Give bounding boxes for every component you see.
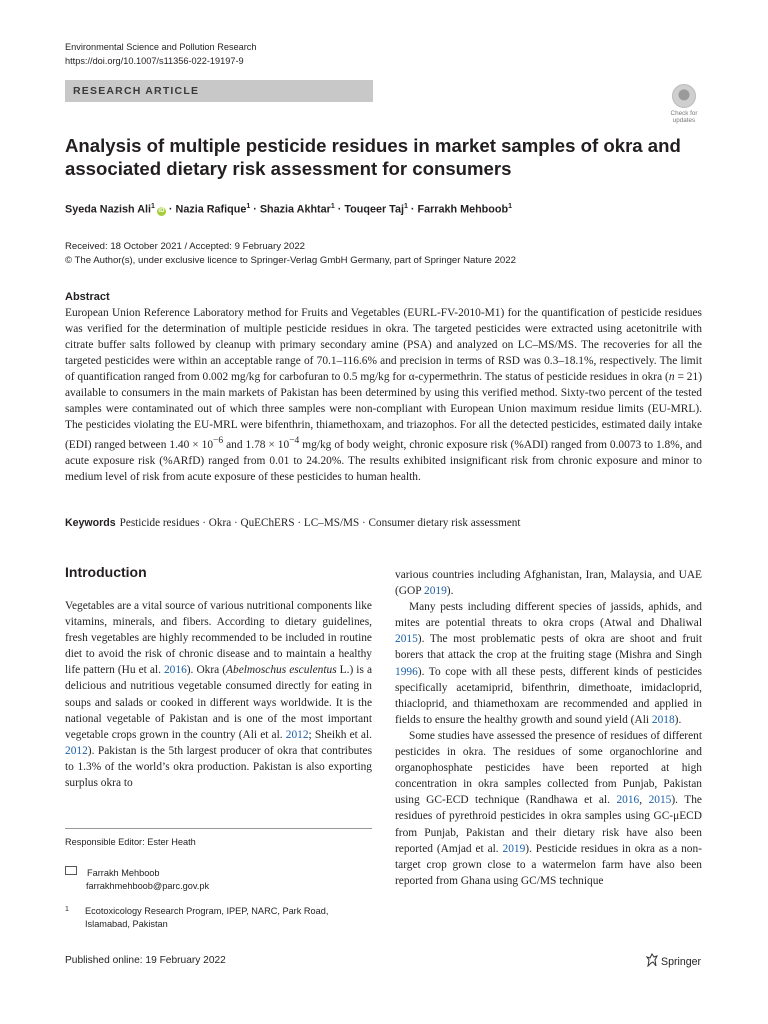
orcid-icon[interactable]: iD [158, 207, 165, 214]
author-affiliation: 1 [246, 203, 251, 210]
check-for-updates-button[interactable] [664, 84, 704, 124]
citation-link[interactable]: 2015 [395, 633, 418, 646]
right-column [395, 567, 702, 889]
article-type-banner: RESEARCH ARTICLE [65, 80, 373, 102]
author-name[interactable]: Touqeer Taj [344, 203, 404, 216]
springer-horse-icon [646, 953, 658, 967]
publisher-name: Springer [661, 956, 702, 968]
abstract-exponent: −6 [213, 436, 224, 447]
left-column [65, 598, 372, 791]
paragraph [65, 598, 372, 791]
journal-name: Environmental Science and Pollution Research [65, 42, 257, 52]
author-affiliation: 1 [403, 203, 408, 210]
text: Many pests including different species of jassids, aphids, and mites are potential threats to okra crops (Atwal and Dhaliwal [395, 601, 702, 630]
abstract-text [65, 305, 702, 485]
affiliation [65, 904, 328, 930]
citation-link[interactable]: 2019 [424, 585, 447, 598]
text: Vegetables are a vital source of various nutritional components like vitamins, minerals, and fibers. According to dietary guidelines, fresh vegetables are highly recommended to be included in routine diet to avoid the risk of chronic disease and to maintain a healthy life pattern (Hu et al. [65, 600, 372, 677]
paragraph [395, 728, 702, 889]
article-dates [65, 240, 516, 268]
author-name[interactable]: Syeda Nazish Ali [65, 203, 152, 216]
publisher-logo [646, 953, 701, 968]
text: L.) is a delicious and nutritious vegetable consumed directly for eating in soups and salads or cooked in different ways worldwide. It is the national vegetable of Pakistan and is one of the most important vegetable crops grown in the country (Ali et al. [65, 664, 372, 741]
citation-link[interactable]: 2019 [502, 842, 526, 855]
published-date: Published online: 19 February 2022 [65, 955, 226, 966]
author-list: Syeda Nazish Ali$^1$iD · Nazia Rafique$^1$ · Shazia Akhtar$^1$ · Touqeer Taj$^1$ · Farrakh Mehboob$^1$ [65, 203, 512, 216]
text: ). The residues of pyrethroid pesticides in okra samples using GC-μECD from Punjab, Pakistan and their dietary risk have also been reported (Amjad et al. [395, 794, 702, 855]
text: ). Pakistan is the 5th largest producer of okra that contributes to 1.3% of the world’s okra production. Pakistan is also exporting surplus okra to [65, 744, 372, 790]
affiliation-line: Ecotoxicology Research Program, IPEP, NARC, Park Road, [85, 906, 329, 916]
author-name[interactable]: Shazia Akhtar [259, 203, 331, 216]
article-title: Analysis of multiple pesticide residues in market samples of okra and associated dietary risk assessment for consumers [65, 135, 681, 179]
paragraph [395, 599, 702, 728]
author-name[interactable]: Farrakh Mehboob [417, 203, 509, 216]
citation-link[interactable]: 1996 [395, 665, 418, 678]
check-updates-label: Check for updates [670, 110, 698, 124]
abstract-variable: n [668, 371, 675, 384]
text: ). To cope with all these pests, different kinds of pesticides specifically acetamiprid, bifenthrin, dimethoate, imidacloprid, thiacloprid, and thiamethoxam are recommended and applied in fields to ensure the healthy growth and sound yield (Ali [395, 665, 702, 726]
text: ). [674, 713, 682, 726]
abstract-heading: Abstract [65, 291, 110, 303]
citation-link[interactable]: 2012 [285, 728, 309, 741]
author-affiliation: 1 [151, 203, 155, 210]
corresponding-author [65, 866, 209, 892]
contact-email[interactable]: farrakhmehboob@parc.gov.pk [86, 880, 210, 891]
citation-link[interactable]: 2018 [651, 713, 675, 726]
abstract-segment: = 21) available to consumers in the main markets of Pakistan has been determined by using this verified method. Sixty-two percent of the tested samples were contaminated out of which three samples were non-compliant with European Union maximum residue limits (EU-MRL). The pesticides violating the EU-MRL were bifenthrin, thiamethoxam, and triazophos. For all the detected pesticides, estimated daily intake (EDI) ranged between 1.40 × 10 [65, 371, 702, 452]
abstract-segment: mg/kg of body weight, chronic exposure risk (%ADI) ranged from 0.0073 to 1.8%, and acute exposure risk (%ARfD) ranged from 0.01 to 24.20%. The results exhibited insignificant risk from chronic exposure and minor to medium level of risk from acute exposure of these pesticides to human health. [65, 439, 702, 484]
doi-link[interactable]: https://doi.org/10.1007/s11356-022-19197-9 [65, 56, 244, 66]
citation-link[interactable]: 2012 [65, 744, 88, 757]
copyright: © The Author(s), under exclusive licence to Springer-Verlag GmbH Germany, part of Springer Nature 2022 [65, 255, 516, 266]
keywords-list: Pesticide residues · Okra · QuEChERS · LC–MS/MS · Consumer dietary risk assessment [119, 517, 521, 529]
footnote-divider [65, 828, 372, 829]
keywords-heading: Keywords [65, 517, 116, 529]
envelope-icon [65, 866, 77, 875]
author-affiliation: 1 [330, 203, 335, 210]
citation-link[interactable]: 2016 [616, 794, 640, 807]
text: , [639, 794, 649, 807]
citation-link[interactable]: 2016 [163, 664, 187, 677]
author-name[interactable]: Nazia Rafique [175, 203, 247, 216]
affiliation-number: 1 [65, 906, 69, 913]
text: ; Sheikh et al. [308, 728, 372, 741]
author-affiliation: 1 [508, 203, 512, 210]
text: ). [446, 585, 454, 598]
text: ). The most problematic pests of okra are shoot and fruit borers that attack the crop at the fruiting stage (Mishra and Singh [395, 633, 702, 662]
received-accepted: Received: 18 October 2021 / Accepted: 9 February 2022 [65, 241, 305, 252]
introduction-heading: Introduction [65, 564, 147, 580]
text: Some studies have assessed the presence of residues of different pesticides in okra. The residues of some organochlorine and organophosphate pesticides have been reported at high concentration in okra samples collected from Punjab, Pakistan using GC-ECD technique (Randhawa et al. [395, 729, 702, 807]
abstract-segment: European Union Reference Laboratory method for Fruits and Vegetables (EURL-FV-2010-M1) for the quantification of pesticide residues was verified for the determination of multiple pesticide residues in okra. The targeted pesticides were extracted using acetonitrile with citrate buffer salts followed by cleanup with primary secondary amine (PSA) and analyzed on LC–MS/MS. The recoveries for all the targeted pesticides were within an acceptable range of 70.1–116.6% and precision in terms of RSD was 0.3–18.1%, respectively. The limit of quantification ranged from 0.002 mg/kg for carbofuran to 0.5 mg/kg for α-cypermethrin. The status of pesticide residues in okra ( [65, 307, 702, 384]
responsible-editor: Responsible Editor: Ester Heath [65, 837, 196, 847]
species-name: Abelmoschus esculentus [226, 664, 337, 677]
check-updates-icon [672, 84, 696, 108]
paragraph [395, 567, 702, 599]
abstract-exponent: −4 [289, 436, 300, 447]
keywords [65, 517, 520, 529]
citation-link[interactable]: 2015 [648, 794, 672, 807]
text: ). Pesticide residues in okra as a non-target crop grown close to a watermelon farm have also been reported from Ghana using GC/MS technique [395, 842, 702, 887]
text: ). Okra ( [186, 664, 227, 677]
abstract-segment: and 1.78 × 10 [223, 439, 290, 452]
text: various countries including Afghanistan, Iran, Malaysia, and UAE (GOP [395, 569, 702, 598]
contact-name: Farrakh Mehboob [87, 868, 160, 878]
affiliation-line: Islamabad, Pakistan [85, 918, 168, 929]
